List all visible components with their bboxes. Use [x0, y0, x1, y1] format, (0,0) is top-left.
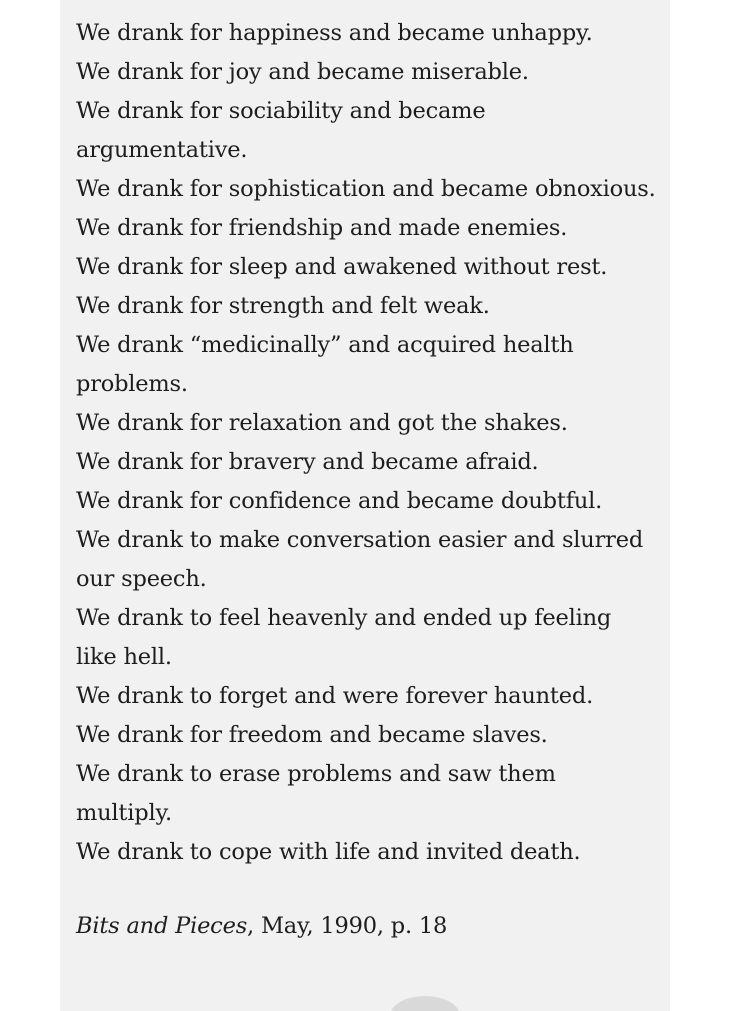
citation-source: Bits and Pieces — [76, 913, 248, 939]
poem-line: We drank for joy and became miserable. — [76, 59, 529, 85]
poem-line: We drank to erase problems and saw them multiply. — [76, 761, 556, 826]
poem-line: We drank for bravery and became afraid. — [76, 449, 539, 475]
citation-details: , May, 1990, p. 18 — [247, 913, 448, 939]
citation — [76, 907, 656, 946]
poem-line: We drank to forget and were forever haunted. — [76, 683, 594, 709]
poem-line: We drank for happiness and became unhappy. — [76, 20, 593, 46]
poem-line: We drank for sleep and awakened without rest. — [76, 254, 608, 280]
poem-line: We drank to feel heavenly and ended up feeling like hell. — [76, 605, 612, 670]
poem-line: We drank for strength and felt weak. — [76, 293, 490, 319]
poem-line: We drank “medicinally” and acquired health problems. — [76, 332, 574, 397]
poem-line: We drank for confidence and became doubtful. — [76, 488, 603, 514]
poem-line: We drank to make conversation easier and slurred our speech. — [76, 527, 644, 592]
poem-line: We drank to cope with life and invited death. — [76, 839, 581, 865]
poem-line: We drank for sophistication and became obnoxious. — [76, 176, 656, 202]
poem-line: We drank for sociability and became argumentative. — [76, 98, 486, 163]
scroll-indicator[interactable] — [390, 996, 460, 1011]
document-page — [60, 0, 670, 1011]
poem-line: We drank for freedom and became slaves. — [76, 722, 548, 748]
poem-text — [76, 14, 656, 946]
poem-line: We drank for relaxation and got the shakes. — [76, 410, 568, 436]
poem-line: We drank for friendship and made enemies. — [76, 215, 568, 241]
